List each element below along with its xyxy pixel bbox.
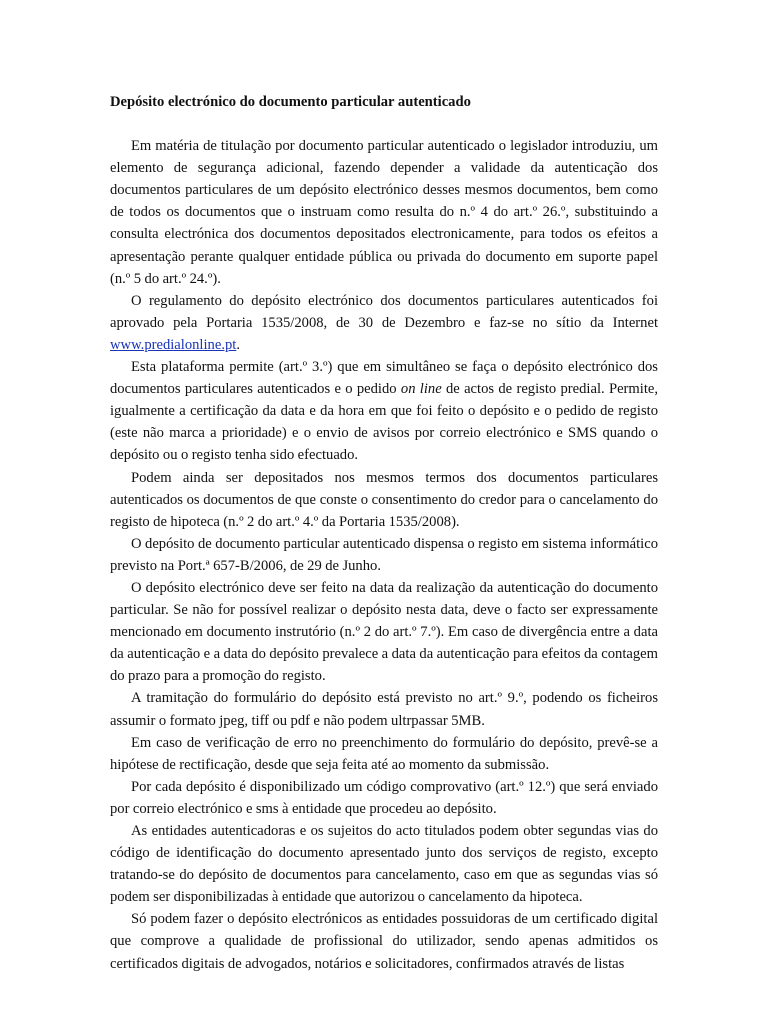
paragraph (110, 290, 658, 356)
predialonline-link[interactable]: www.predialonline.pt (110, 336, 237, 353)
document-title: Depósito electrónico do documento particular autenticado (110, 94, 471, 110)
paragraph-text: . (236, 336, 240, 353)
document-content (110, 91, 658, 975)
paragraph: A tramitação do formulário do depósito está previsto no art.º 9.º, podendo os ficheiros assumir o formato jpeg, tiff ou pdf e não podem ultrpassar 5MB. (110, 690, 658, 729)
paragraph-text: de actos de registo predial. Permite, igualmente a certificação da data e da hora em que foi feito o depósito e o pedido de registo (este não marca a prioridade) e o envio de avisos por correio electrónico e SMS quando o depósito ou o registo tenha sido efectuado. (110, 381, 659, 464)
paragraph: O depósito electrónico deve ser feito na data da realização da autenticação do documento particular. Se não for possível realizar o depósito nesta data, deve o facto ser expressamente mencionado em documento instrutório (n.º 2 do art.º 7.º). Em caso de divergência entre a data da autenticação e a data do depósito prevalece a data da autenticação para efeitos da contagem do prazo para a promoção do registo. (110, 579, 658, 685)
paragraph-text: O regulamento do depósito electrónico dos documentos particulares autenticados foi aprovado pela Portaria 1535/2008, de 30 de Dezembro e faz-se no sítio da Internet (110, 292, 658, 331)
paragraph: Em caso de verificação de erro no preenchimento do formulário do depósito, prevê-se a hipótese de rectificação, desde que seja feita até ao momento da submissão. (110, 734, 658, 773)
paragraph: Só podem fazer o depósito electrónicos as entidades possuidoras de um certificado digital que comprove a qualidade de profissional do utilizador, sendo apenas admitidos os certificados digitais de advogados, notários e solicitadores, confirmados através de listas (110, 911, 658, 972)
paragraph: Por cada depósito é disponibilizado um código comprovativo (art.º 12.º) que será enviado por correio electrónico e sms à entidade que procedeu ao depósito. (110, 778, 658, 817)
paragraph-text: Esta plataforma permite (art.º 3.º) que em simultâneo se faça o depósito electrónico dos documentos particulares autenticados e o pedido (110, 359, 658, 398)
paragraph: O depósito de documento particular autenticado dispensa o registo em sistema informático previsto na Port.ª 657-B/2006, de 29 de Junho. (110, 535, 658, 574)
paragraph: Em matéria de titulação por documento particular autenticado o legislador introduziu, um elemento de segurança adicional, fazendo depender a validade da autenticação dos documentos particulares de um depósito electrónico desses mesmos documentos, bem como de todos os documentos que o instruam como resulta do n.º 4 do art.º 26.º, substituindo a consulta electrónica dos documentos depositados electronicamente, para todos os efeitos a apresentação perante qualquer entidade pública ou privada do documento em suporte papel (n.º 5 do art.º 24.º). (110, 138, 658, 287)
document-body (110, 135, 658, 975)
paragraph: Podem ainda ser depositados nos mesmos termos dos documentos particulares autenticados os documentos de que conste o consentimento do credor para o cancelamento do registo de hipoteca (n.º 2 do art.º 4.º da Portaria 1535/2008). (110, 469, 658, 530)
emphasis-text: on line (400, 381, 442, 398)
paragraph (110, 356, 658, 466)
paragraph: As entidades autenticadoras e os sujeitos do acto titulados podem obter segundas vias do código de identificação do documento apresentado junto dos serviços de registo, excepto tratando-se do depósito de documentos para cancelamento, caso em que as segundas vias só podem ser disponibilizadas à entidade que autorizou o cancelamento da hipoteca. (110, 823, 658, 906)
